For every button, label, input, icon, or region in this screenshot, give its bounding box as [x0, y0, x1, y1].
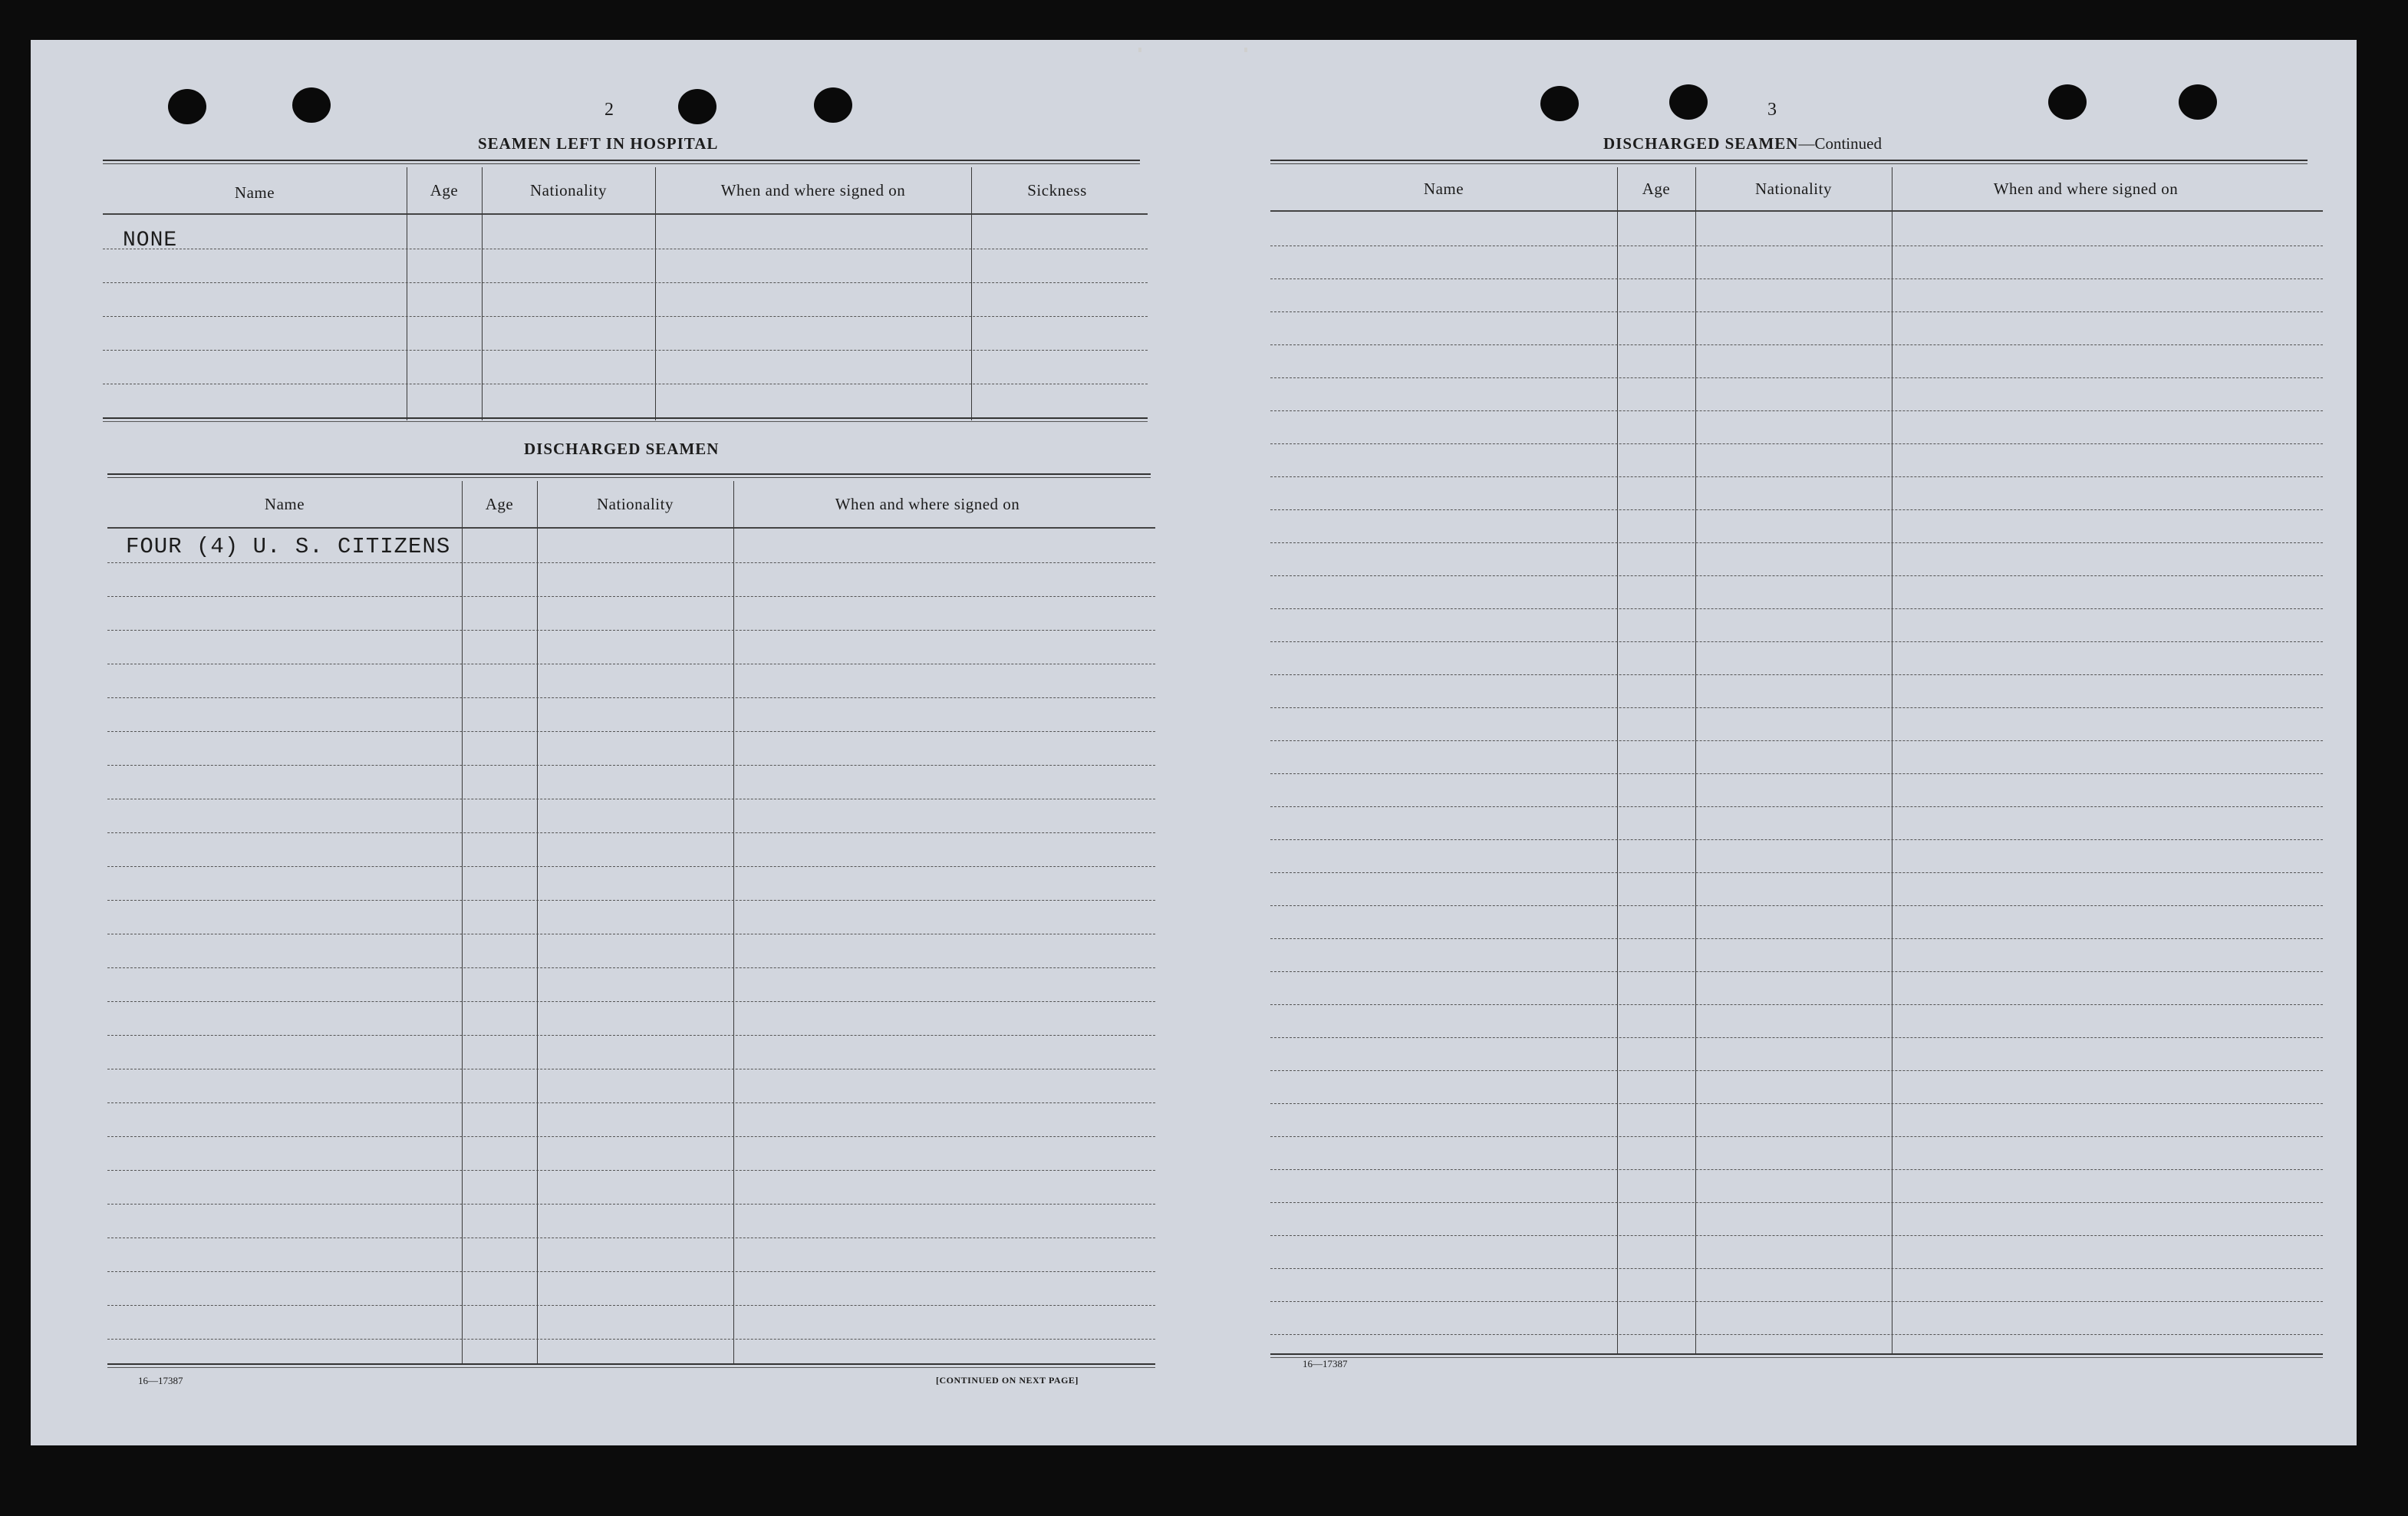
- table-row: [1270, 542, 2323, 543]
- hospital-section-title: SEAMEN LEFT IN HOSPITAL: [478, 134, 719, 153]
- column-header-age: Age: [430, 180, 459, 199]
- punch-hole: [1669, 84, 1708, 120]
- scan-speck: [1244, 48, 1247, 52]
- table-row: [1270, 707, 2323, 708]
- table-row: [1270, 1169, 2323, 1170]
- continued-section-title: [1603, 134, 1882, 153]
- hospital-entry-text: NONE: [123, 229, 178, 252]
- table-row: [1270, 806, 2323, 807]
- table-row: [107, 731, 1155, 732]
- table-row: [107, 1001, 1155, 1002]
- table-row: [107, 1035, 1155, 1036]
- column-header-name: Name: [264, 494, 305, 513]
- section-rule: [1270, 160, 2308, 164]
- table-row: [107, 967, 1155, 968]
- table-row: [1270, 740, 2323, 741]
- column-header-name: Name: [1423, 179, 1464, 198]
- table-row: [103, 350, 1148, 351]
- column-divider: [655, 167, 656, 420]
- table-row: [1270, 278, 2323, 279]
- page-number: 3: [1767, 100, 1777, 120]
- continued-note: [CONTINUED ON NEXT PAGE]: [936, 1375, 1079, 1386]
- table-row: [1270, 476, 2323, 477]
- table-row: [107, 1170, 1155, 1171]
- table-row: [1270, 839, 2323, 840]
- table-row: [1270, 1037, 2323, 1038]
- table-row: [1270, 1070, 2323, 1071]
- column-header-signed-on: When and where signed on: [835, 494, 1020, 513]
- table-bottom-rule: [103, 417, 1148, 419]
- table-row: [107, 630, 1155, 631]
- table-row: [107, 1136, 1155, 1137]
- table-row: [107, 765, 1155, 766]
- table-row: [1270, 641, 2323, 642]
- table-row: [107, 1339, 1155, 1340]
- table-row: [103, 316, 1148, 317]
- column-divider: [462, 481, 463, 1363]
- table-row: [107, 900, 1155, 901]
- page-number: 2: [604, 100, 614, 120]
- table-row: [103, 282, 1148, 283]
- table-row: [1270, 377, 2323, 378]
- table-row: [1270, 905, 2323, 906]
- table-row: [1270, 872, 2323, 873]
- discharged-entry-text: FOUR (4) U. S. CITIZENS: [126, 534, 451, 559]
- table-bottom-rule: [1270, 1357, 2323, 1358]
- table-bottom-rule: [107, 1363, 1155, 1365]
- table-bottom-rule: [103, 421, 1148, 422]
- column-header-name: Name: [234, 183, 275, 202]
- table-header: [103, 167, 1148, 215]
- table-row: [1270, 443, 2323, 444]
- discharged-table: [107, 481, 1155, 1411]
- column-header-age: Age: [485, 494, 514, 513]
- column-header-signed-on: When and where signed on: [1993, 179, 2179, 198]
- table-row: [107, 562, 1155, 563]
- table-row: [1270, 575, 2323, 576]
- table-row: [1270, 311, 2323, 312]
- table-row: [1270, 1301, 2323, 1302]
- punch-hole: [678, 89, 716, 124]
- punch-hole: [2179, 84, 2217, 120]
- table-row: [107, 1271, 1155, 1272]
- discharged-continued-table: [1270, 167, 2323, 1404]
- table-row: [1270, 410, 2323, 411]
- table-header: [107, 481, 1155, 529]
- discharged-section-title: DISCHARGED SEAMEN: [524, 440, 720, 458]
- table-row: [107, 1102, 1155, 1103]
- column-header-age: Age: [1642, 179, 1671, 198]
- column-divider: [971, 167, 972, 420]
- table-row: [1270, 509, 2323, 510]
- section-rule: [107, 473, 1151, 478]
- table-row: [1270, 1268, 2323, 1269]
- column-header-nationality: Nationality: [597, 494, 674, 513]
- punch-hole: [814, 87, 852, 123]
- table-bottom-rule: [107, 1367, 1155, 1368]
- column-header-sickness: Sickness: [1027, 180, 1087, 199]
- table-bottom-rule: [1270, 1353, 2323, 1355]
- table-row: [1270, 938, 2323, 939]
- scanned-document-page: [31, 40, 2357, 1445]
- table-row: [1270, 608, 2323, 609]
- table-row: [1270, 1103, 2323, 1104]
- table-header: [1270, 167, 2323, 212]
- table-row: [1270, 674, 2323, 675]
- column-divider: [733, 481, 734, 1363]
- table-row: [107, 832, 1155, 833]
- table-row: [107, 1204, 1155, 1205]
- table-row: [107, 596, 1155, 597]
- column-header-signed-on: When and where signed on: [720, 180, 906, 199]
- section-title-suffix: —Continued: [1798, 134, 1882, 153]
- table-row: [1270, 1202, 2323, 1203]
- scan-speck: [1138, 48, 1141, 52]
- form-number: 16—17387: [138, 1375, 183, 1386]
- punch-hole: [2048, 84, 2087, 120]
- column-divider: [482, 167, 483, 420]
- table-row: [107, 1305, 1155, 1306]
- form-number: 16—17387: [1303, 1358, 1348, 1369]
- table-row: [1270, 1334, 2323, 1335]
- table-row: [1270, 1136, 2323, 1137]
- column-header-nationality: Nationality: [530, 180, 607, 199]
- punch-hole: [168, 89, 206, 124]
- table-row: [1270, 1235, 2323, 1236]
- section-title-main: DISCHARGED SEAMEN: [1603, 134, 1799, 153]
- table-row: [1270, 1004, 2323, 1005]
- table-row: [107, 697, 1155, 698]
- punch-hole: [1540, 86, 1579, 121]
- table-row: [107, 866, 1155, 867]
- section-rule: [103, 160, 1140, 164]
- table-row: [1270, 344, 2323, 345]
- column-divider: [537, 481, 538, 1363]
- table-row: [1270, 971, 2323, 972]
- hospital-table: [103, 167, 1148, 423]
- table-row: [1270, 773, 2323, 774]
- punch-hole: [292, 87, 331, 123]
- column-header-nationality: Nationality: [1755, 179, 1832, 198]
